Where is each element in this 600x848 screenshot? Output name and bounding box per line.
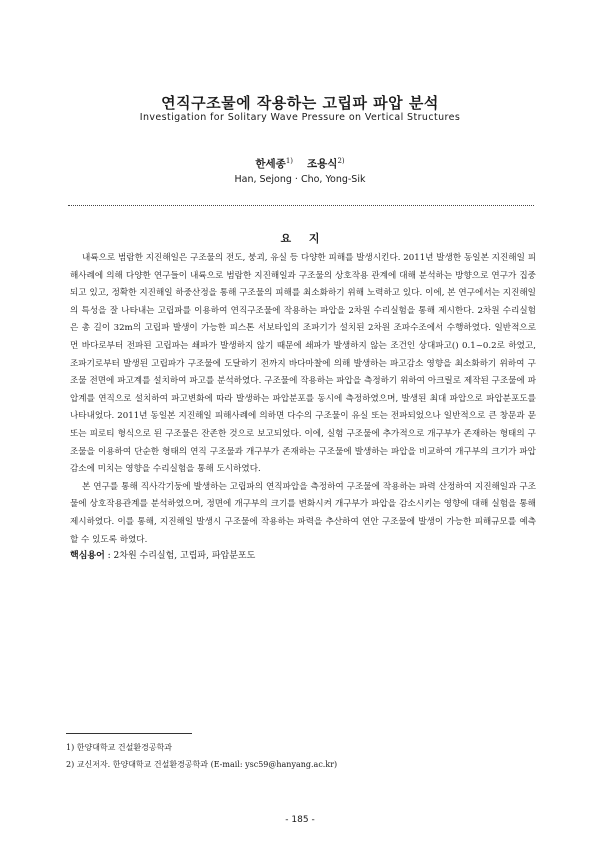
- paper-title: 연직구조물에 작용하는 고립파 파압 분석: [161, 94, 439, 112]
- keywords: [70, 548, 536, 561]
- author-footnote-mark: 2): [337, 157, 345, 165]
- author-name: 조용식: [307, 158, 338, 170]
- paper-title-english: Investigation for Solitary Wave Pressure on Vertical Structures: [139, 112, 461, 123]
- keywords-label: 핵심용어: [70, 551, 105, 561]
- abstract-paragraph: 내륙으로 범람한 지진해일은 구조물의 전도, 붕괴, 유실 등 다양한 피해를 발생시킨다. 2011년 발생한 동일본 지진해일 피해사례에 의해 다양한 연구들이 내륙으로 범람한 지진해일과 구조물의 상호작용 관계에 대해 분석하는 방향으로 연구가 집중되고 있고, 정확한 지진해일 하중산정을 통해 구조물의 피해를 최소화하기 위해 노력하고 있다. 이에, 본 연구에서는 지진해일의 특성을 잘 나타내는 고립파를 이용하여 연직구조물에 작용하는 파압을 2차원 수리실험을 통해 제시한다. 2차원 수리실험은 총 길이 32m의 고립파 발생이 가능한 피스톤 서보타입의 조파기가 설치된 2차원 조파수조에서 수행하였다. 일반적으로 먼 바다로부터 전파된 고립파는 쇄파가 발생하지 않기 때문에 쇄파가 발생하지 않는 조건인 상대파고() 0.1~0.2로 하였고, 조파기로부터 발생된 고립파가 구조물에 도달하기 전까지 바다마찰에 의해 발생하는 파고감소 영향을 최소화하기 위하여 구조물 전면에 파고계를 설치하여 파고를 분석하였다. 구조물에 작용하는 파압을 측정하기 위하여 아크릴로 제작된 구조물에 파압계를 연직으로 설치하여 파고변화에 따라 발생하는 파압분포를 동시에 측정하였으며, 발생된 최대 파압으로 파압분포도를 나타내었다. 2011년 동일본 지진해일 피해사례에 의하면 다수의 구조물이 유실 또는 전파되었으나 일반적으로 큰 창문과 문 또는 피로티 형식으로 된 구조물은 잔존한 것으로 보고되었다. 이에, 실험 구조물에 추가적으로 개구부가 존재하는 형태의 구조물을 이용하여 단순한 형태의 연직 구조물과 개구부가 존재하는 구조물에 발생하는 파압을 비교하여 개구부의 크기가 파압 감소에 미치는 영향을 수리실험을 통해 도시하였다.: [70, 253, 536, 475]
- authors-korean: [0, 156, 600, 171]
- footnote-item: 2) 교신저자. 한양대학교 건설환경공학과 (E-mail: ysc59@hanyang.ac.kr): [66, 760, 338, 769]
- abstract-heading: 요 지: [280, 232, 320, 245]
- header-divider: [68, 205, 534, 206]
- author-name: 한세종: [255, 158, 286, 170]
- keywords-value: 2차원 수리실험, 고립파, 파압분포도: [113, 551, 256, 561]
- footnotes: [66, 739, 536, 773]
- abstract-paragraph: 본 연구를 통해 직사각기둥에 발생하는 고립파의 연직파압을 측정하여 구조물에 작용하는 파력 산정하여 지진해일과 구조물에 상호작용관계를 분석하였으며, 정면에 개구부의 크기를 변화시켜 개구부가 파압을 감소시키는 영향에 대해 실험을 통해 제시하였다. 이를 통해, 지진해일 발생시 구조물에 작용하는 파력을 추산하여 연안 구조물에 발생이 가능한 피해규모를 예측 할 수 있도록 하였다.: [70, 481, 536, 545]
- footnote-divider: [66, 733, 192, 734]
- author-footnote-mark: 1): [285, 157, 293, 165]
- authors-english: Han, Sejong · Cho, Yong-Sik: [234, 174, 366, 185]
- abstract-body: [70, 250, 536, 549]
- keywords-separator: :: [104, 551, 114, 561]
- page-number: - 185 -: [285, 815, 315, 825]
- footnote-item: 1) 한양대학교 건설환경공학과: [66, 743, 173, 752]
